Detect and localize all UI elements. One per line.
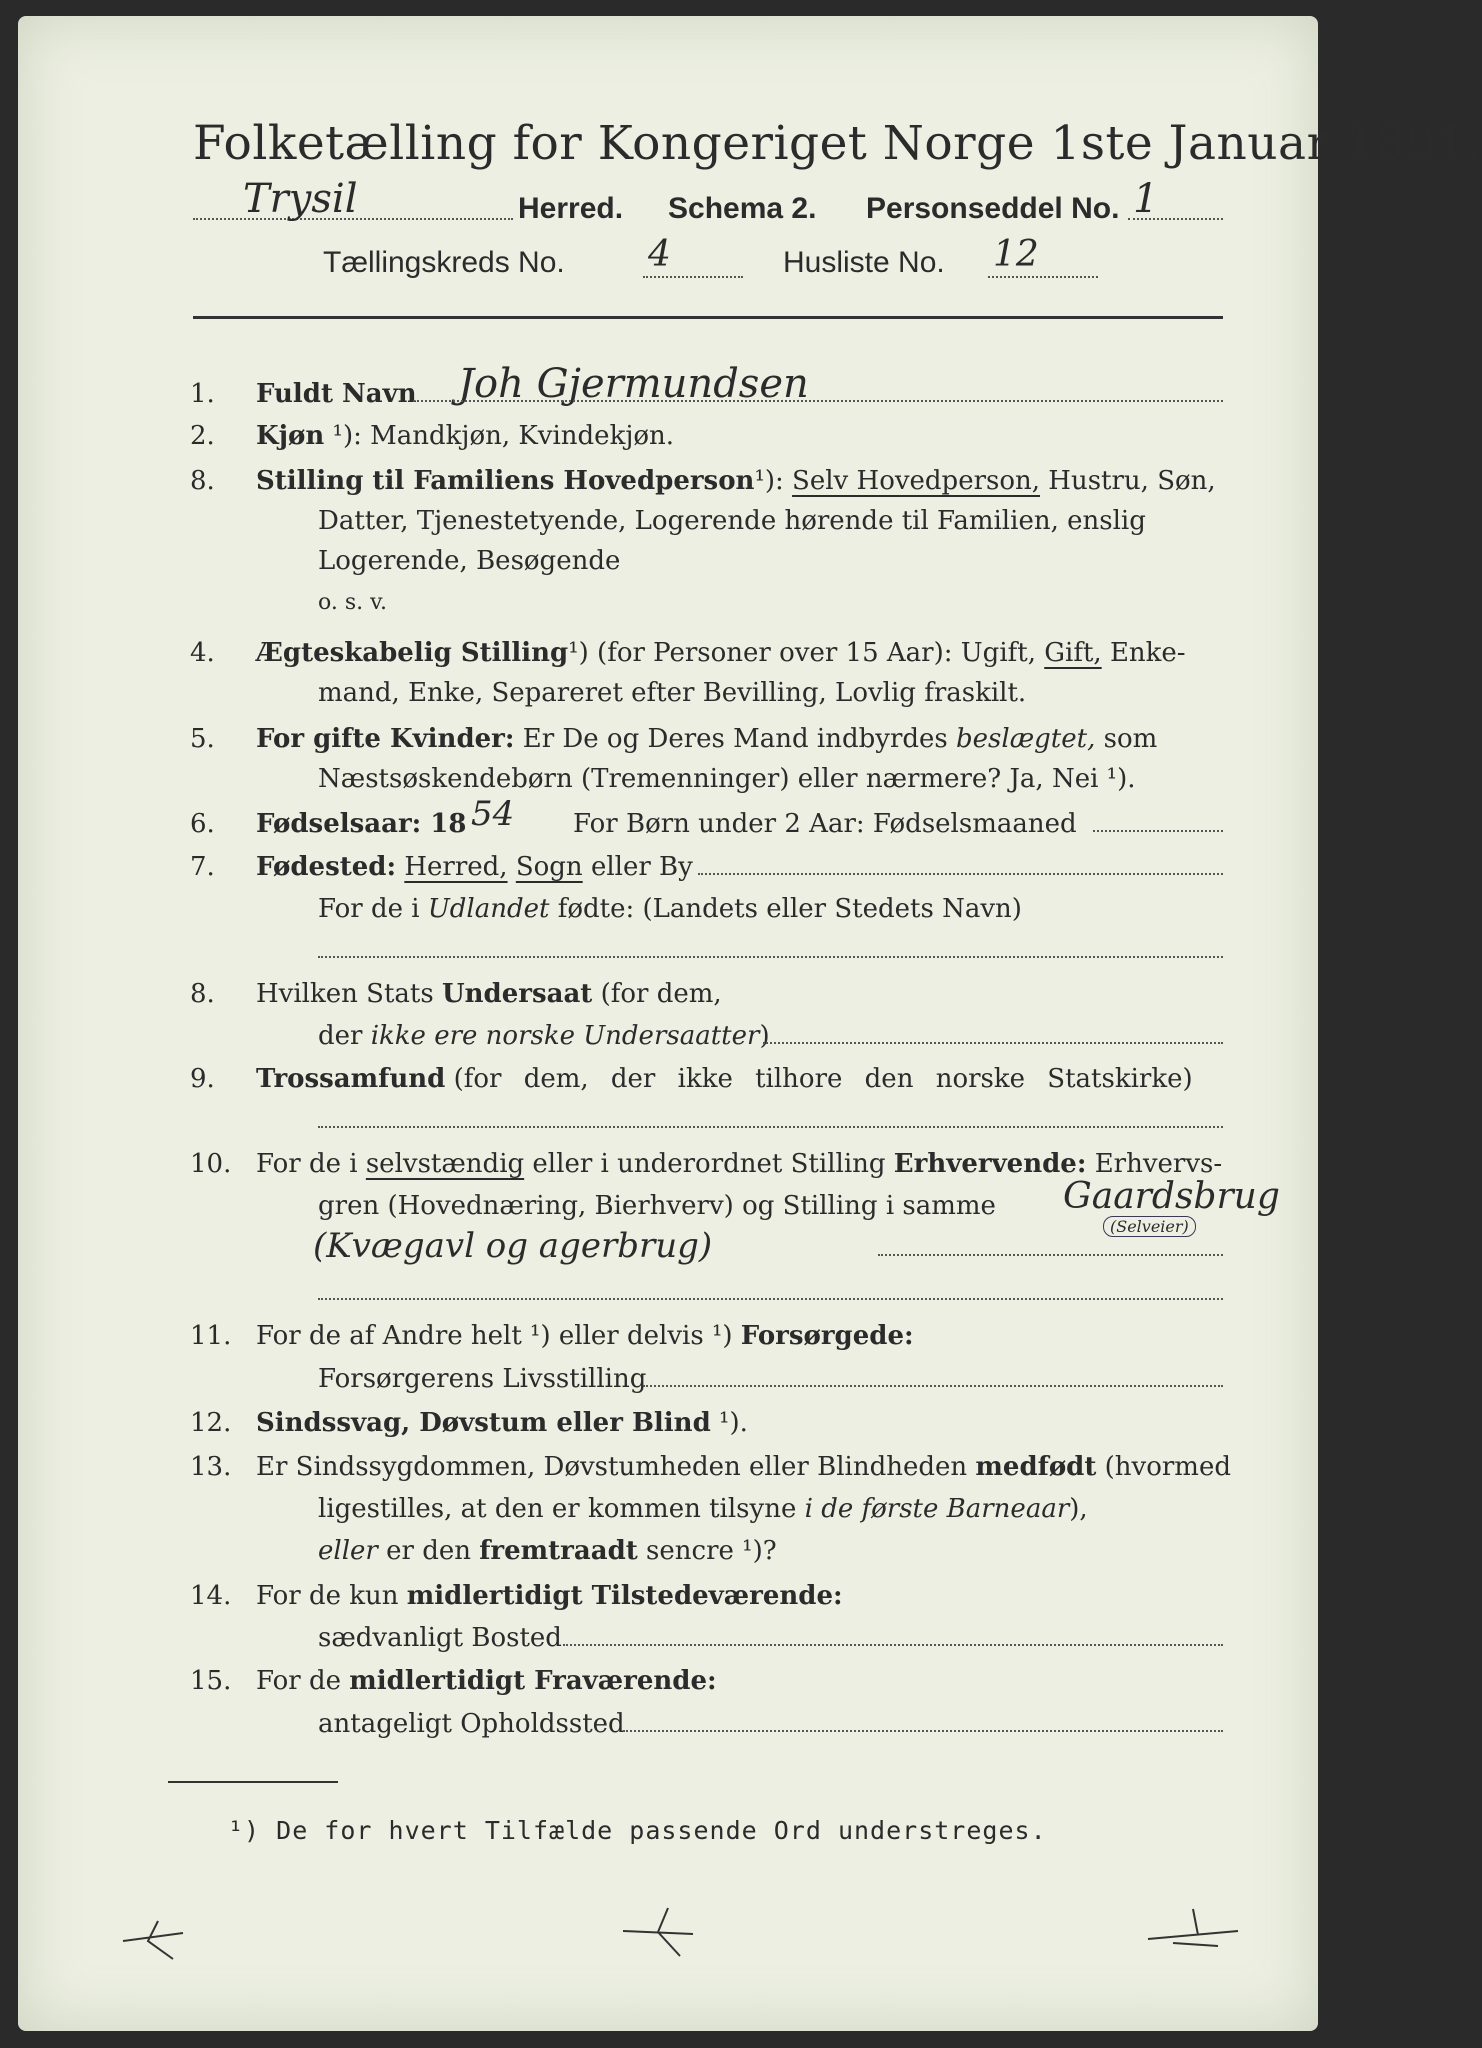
q8-line1-post: (for dem, [600, 979, 722, 1009]
q7-line2-italic: Udlandet [427, 894, 550, 924]
q13-line1-pre: Er Sindssygdommen, Døvstumheden eller Blindheden [256, 1452, 968, 1482]
q8-line2-pre: der [318, 1021, 363, 1051]
q2-number: 2. [190, 421, 215, 451]
q12-row1 [256, 1408, 748, 1438]
q10-number: 10. [190, 1149, 232, 1179]
husliste-label: Husliste No. [783, 246, 945, 279]
q7-line2-post: fødte: (Landets eller Stedets Navn) [557, 894, 1022, 924]
q10-line1-bold: Erhvervende: [893, 1149, 1087, 1179]
personseddel-label: Personseddel No. [866, 192, 1120, 225]
q4-line1-pre: (for Personer over 15 Aar): Ugift, [597, 638, 1036, 668]
q3-row3: Logerende, Besøgende [318, 546, 621, 576]
q6-line [1093, 830, 1223, 832]
q7-line2 [318, 956, 1223, 958]
header-rule [193, 316, 1223, 319]
q13-line3-mid: er den [386, 1536, 471, 1566]
husliste-line [988, 276, 1098, 278]
q13-line1-bold: medfødt [975, 1452, 1097, 1482]
q13-line2-post: ), [1069, 1494, 1088, 1524]
q7-line2-pre: For de i [318, 894, 420, 924]
personseddel-value: 1 [1133, 176, 1159, 222]
q2-sup: ¹): [332, 421, 362, 451]
registration-mark-right [1138, 1901, 1248, 1961]
q11-row2: Forsørgerens Livsstilling [318, 1364, 647, 1394]
q7-option-sogn: Sogn [515, 852, 583, 882]
q14-line1-pre: For de kun [256, 1581, 399, 1611]
q14-row1 [256, 1581, 843, 1611]
q10-line1-pre: For de i [256, 1149, 358, 1179]
q11-line1-pre: For de af Andre helt ¹) eller delvis ¹) [256, 1321, 733, 1351]
q13-row2 [318, 1494, 1088, 1524]
q4-selected-option: Gift, [1044, 638, 1102, 668]
q11-row1 [256, 1321, 914, 1351]
q5-line1-italic: beslægtet, [956, 724, 1096, 754]
husliste-value: 12 [993, 234, 1039, 275]
herred-value: Trysil [243, 176, 358, 222]
q7-label: Fødested: [256, 852, 397, 882]
q9-label: Trossamfund [256, 1064, 446, 1094]
q8-line2-post: ) [759, 1021, 770, 1051]
q15-number: 15. [190, 1666, 232, 1696]
personseddel-line [1128, 218, 1223, 220]
q13-row3 [318, 1536, 777, 1566]
q13-line3-italic: eller [318, 1536, 378, 1566]
q7-number: 7. [190, 852, 215, 882]
q6-label: Fødselsaar: 18 [256, 809, 467, 839]
q4-row2: mand, Enke, Separeret efter Bevilling, Lovlig fraskilt. [318, 678, 1027, 708]
q14-line1-bold: midlertidigt Tilstedeværende: [406, 1581, 843, 1611]
q11-line [643, 1385, 1223, 1387]
q7-line1 [698, 873, 1223, 875]
q5-number: 5. [190, 724, 215, 754]
kreds-line [643, 276, 743, 278]
q3-selected-option: Selv Hovedperson, [792, 466, 1041, 496]
q2-options: Mandkjøn, Kvindekjøn. [370, 421, 675, 451]
q3-row1 [256, 466, 1216, 496]
q13-line1-post: (hvormed [1104, 1452, 1231, 1482]
q11-line1-bold: Forsørgede: [740, 1321, 914, 1351]
q3-line1-rest: Hustru, Søn, [1048, 466, 1216, 496]
q15-row1 [256, 1666, 717, 1696]
footnote: ¹) De for hvert Tilfælde passende Ord understreges. [228, 1816, 1047, 1845]
q11-number: 11. [190, 1321, 232, 1351]
q3-sup: ¹): [754, 466, 784, 496]
q12-sup: ¹). [719, 1408, 748, 1438]
q3-label: Stilling til Familiens Hovedperson [256, 466, 755, 496]
q10-row2: gren (Hovednæring, Bierhverv) og Stilling i samme [318, 1191, 996, 1221]
q13-line2-italic: i de første Barneaar [804, 1494, 1070, 1524]
q10-value1-sub: (Selveier) [1103, 1216, 1196, 1237]
q15-line1-pre: For de [256, 1666, 341, 1696]
q1-line [413, 400, 1223, 402]
q4-label: Ægteskabelig Stilling [256, 638, 569, 668]
q14-line [563, 1644, 1223, 1646]
registration-mark-center [618, 1896, 708, 1966]
q14-number: 14. [190, 1581, 232, 1611]
q6-rest: For Børn under 2 Aar: Fødselsmaaned [573, 809, 1077, 839]
q5-line1-pre: Er De og Deres Mand indbyrdes [522, 724, 948, 754]
q8-line2-italic: ikke ere norske Undersaatter [370, 1021, 760, 1051]
q10-value1: Gaardsbrug [1063, 1176, 1280, 1217]
q10-line1 [878, 1254, 1223, 1256]
q3-row2: Datter, Tjenestetyende, Logerende hørende til Familien, enslig [318, 506, 1146, 536]
q4-sup: ¹) [568, 638, 589, 668]
q5-label: For gifte Kvinder: [256, 724, 515, 754]
q1-label: Fuldt Navn [256, 379, 417, 409]
herred-label: Herred. [518, 192, 624, 225]
q4-line1-post: Enke- [1109, 638, 1186, 668]
q10-row1 [256, 1149, 1222, 1179]
q7-row2 [318, 894, 1022, 924]
q13-number: 13. [190, 1452, 232, 1482]
q8-line1-bold: Undersaat [441, 979, 593, 1009]
q7-option-herred: Herred, [404, 852, 508, 882]
q13-line2-pre: ligestilles, at den er kommen tilsyne [318, 1494, 797, 1524]
q6-value: 54 [471, 794, 515, 834]
q14-row2: sædvanligt Bosted [318, 1623, 562, 1653]
q3-number: 8. [190, 466, 215, 496]
q1-number: 1. [190, 379, 215, 409]
q13-line3-post: sencre ¹)? [646, 1536, 777, 1566]
form-title: Folketælling for Kongeriget Norge 1ste Januar 1891. [193, 116, 1482, 171]
q10-value2: (Kvægavl og agerbrug) [313, 1226, 713, 1266]
q10-line1-mid: eller i underordnet Stilling [532, 1149, 886, 1179]
q12-label: Sindssvag, Døvstum eller Blind [256, 1408, 711, 1438]
q8-number: 8. [190, 979, 215, 1009]
q4-row1 [256, 638, 1186, 668]
q12-number: 12. [190, 1408, 232, 1438]
q8-line [763, 1042, 1223, 1044]
q2-row [256, 421, 674, 451]
q4-number: 4. [190, 638, 215, 668]
q15-line1-bold: midlertidigt Fraværende: [349, 1666, 717, 1696]
q15-line [623, 1730, 1223, 1732]
q3-row4: o. s. v. [318, 590, 387, 615]
footnote-rule [168, 1781, 338, 1783]
registration-mark-left [118, 1911, 198, 1971]
q5-row2: Næstsøskendebørn (Tremenninger) eller nærmere? Ja, Nei ¹). [318, 764, 1136, 794]
q10-line1-post: Erhvervs- [1094, 1149, 1223, 1179]
q9-number: 9. [190, 1064, 215, 1094]
q2-label: Kjøn [256, 421, 325, 451]
q13-line3-bold: fremtraadt [479, 1536, 638, 1566]
q9-row1 [256, 1064, 1193, 1094]
q10-selected-option: selvstændig [365, 1149, 525, 1179]
q10-line2 [318, 1298, 1223, 1300]
kreds-value: 4 [648, 234, 671, 275]
schema-label: Schema 2. [668, 192, 817, 225]
q13-row1 [256, 1452, 1231, 1482]
census-form-sheet [18, 16, 1482, 2031]
q5-line1-post: som [1103, 724, 1158, 754]
q6-number: 6. [190, 809, 215, 839]
q9-line [318, 1126, 1223, 1128]
q8-row1 [256, 979, 722, 1009]
q9-text: (for dem, der ikke tilhore den norske Statskirke) [453, 1064, 1193, 1094]
kreds-label: Tællingskreds No. [323, 246, 565, 279]
q8-line1-pre: Hvilken Stats [256, 979, 434, 1009]
q5-row1 [256, 724, 1157, 754]
q7-rest: eller By [590, 852, 693, 882]
q8-row2 [318, 1021, 770, 1051]
q7-row1 [256, 852, 693, 882]
q1-value: Joh Gjermundsen [458, 361, 809, 407]
q15-row2: antageligt Opholdssted [318, 1709, 625, 1739]
